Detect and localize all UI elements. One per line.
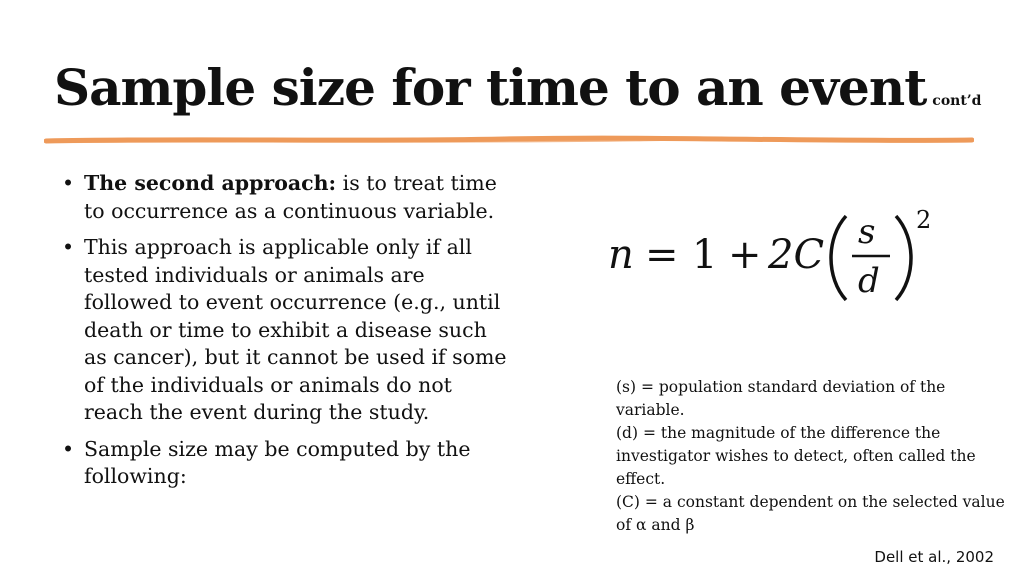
definition-s: (s) = population standard deviation of the variable.	[616, 378, 946, 419]
bullet-text: Sample size may be computed by the following:	[84, 436, 471, 488]
formula-numerator: s	[858, 212, 876, 252]
title-suffix: cont’d	[932, 93, 982, 109]
formula-equals: =	[645, 232, 679, 278]
slide-title	[54, 58, 981, 117]
bullet-item	[62, 436, 512, 491]
citation: Dell et al., 2002	[874, 548, 994, 566]
formula-n: n	[608, 232, 634, 278]
bullet-item	[62, 170, 512, 225]
bullet-text: This approach is applicable only if all tested individuals or animals are followed to event occurrence (e.g., until death or time to exhibit a disease such as cancer), but it cannot be used if some of the individuals or animals do not reach the event during the study.	[84, 235, 507, 424]
formula-one: 1	[692, 232, 718, 278]
bullet-item	[62, 234, 512, 427]
formula-coef: 2C	[768, 232, 825, 278]
left-paren	[831, 216, 846, 300]
definition-c: (C) = a constant dependent on the selected value of α and β	[616, 493, 1005, 534]
title-underline	[44, 130, 974, 150]
bullet-bold: The second approach:	[84, 171, 337, 195]
title-text: Sample size for time to an event	[54, 58, 927, 117]
bullet-list	[62, 170, 512, 500]
formula-denominator: d	[858, 261, 880, 301]
variable-definitions	[616, 376, 1006, 537]
right-paren	[896, 216, 911, 300]
bullet-text: is to treat time to occurrence as a continuous variable.	[84, 171, 497, 223]
formula-exponent: 2	[916, 206, 932, 234]
formula-plus: +	[728, 232, 762, 278]
sample-size-formula	[600, 198, 940, 308]
definition-d: (d) = the magnitude of the difference the investigator wishes to detect, often called the effect.	[616, 424, 976, 488]
